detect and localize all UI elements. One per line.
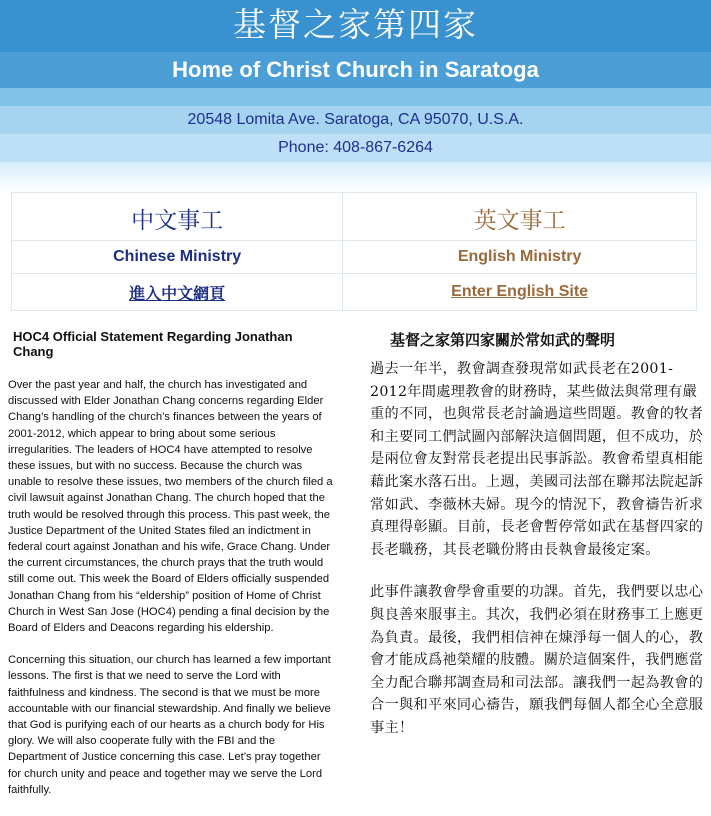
english-statement-paragraph-1: Over the past year and half, the church has investigated and discussed with Elder Jonathan Chang concerns regarding Elder Chang’s handling of the church’s finances between the years of 2001-2012, which appear to bring about some serious irregularities. The leaders of HOC4 have attempted to resolve these issues, but with no success. Because the church was unable to resolve these issues, two members of the church filed a civil lawsuit against Jonathan Chang. The church hoped that the truth would be resolved through this process. This past week, the Justice Department of the United States filed an indictment in federal court against Jonathan and his wife, Grace Chang. Under the current circumstances, the church prays that the truth would still come out. This week the Board of Elders officially suspended Jonathan Chang from his “eldership” position of Home of Christ Church in West San Jose (HOC4) pending a final decision by the Board of Elders and Deacons regarding his eldership. <box>8 379 333 635</box>
header-divider-band <box>0 88 711 106</box>
english-statement <box>8 329 333 814</box>
church-address: 20548 Lomita Ave. Saratoga, CA 95070, U.S.A. <box>0 106 711 134</box>
statements-area <box>0 311 711 816</box>
chinese-site-cell <box>12 274 343 311</box>
english-statement-paragraph-2: Concerning this situation, our church has learned a few important lessons. The first is that we need to serve the Lord with faithfulness and kindness. The second is that we must be more accountable with our financial stewardship. And finally we believe that God is purifying each of our hearts as a church body for His glory. We will also cooperate fully with the FBI and the Department of Justice concerning this case. Let’s pray together for church unity and peace and together may we serve the Lord faithfully. <box>8 654 331 796</box>
chinese-statement-heading: 基督之家第四家關於常如武的聲明 <box>390 331 616 349</box>
site-title-chinese: 基督之家第四家 <box>0 0 711 52</box>
english-ministry-title: 英文事工 <box>343 193 697 241</box>
english-site-cell <box>343 274 697 311</box>
site-header <box>0 0 711 192</box>
enter-english-site-link[interactable]: Enter English Site <box>451 283 589 300</box>
english-ministry-subtitle: English Ministry <box>343 241 697 274</box>
chinese-statement <box>370 329 708 760</box>
chinese-ministry-title: 中文事工 <box>12 193 343 241</box>
header-fade-band <box>0 162 711 192</box>
site-title-english: Home of Christ Church in Saratoga <box>0 52 711 88</box>
english-statement-heading: HOC4 Official Statement Regarding Jonathan Chang <box>13 329 293 359</box>
chinese-statement-paragraph-2: 此事件讓教會學會重要的功課。首先，我們要以忠心與良善來服事主。其次，我們必須在財務事工上應更為負責。最後，我們相信神在煉淨每一個人的心，教會才能成爲祂榮耀的肢體。關於這個案件，我們應當全力配合聯邦調查局和司法部。讓我們一起為教會的合一與和平來同心禱告，願我們每個人都全心全意服事主！ <box>370 584 704 736</box>
enter-chinese-site-link[interactable]: 進入中文網頁 <box>129 285 226 303</box>
chinese-ministry-subtitle: Chinese Ministry <box>12 241 343 274</box>
chinese-statement-paragraph-1: 過去一年半，教會調查發現常如武長老在2001-2012年間處理教會的財務時，某些做法與常理有嚴重的不同，也與常長老討論過這些問題。教會的牧者和主要同工們試圖內部解決這個問題，但不成功，於是兩位會友對常長老提出民事訴訟。教會希望真相能藉此案水落石出。上週，美國司法部在聯邦法院起訴常如武、李薇林夫婦。現今的情況下，教會禱告祈求真理得彰顯。目前，長老會暫停常如武在基督四家的長老職務，其長老職份將由長執會最後定案。 <box>370 361 704 558</box>
ministry-table <box>11 192 697 311</box>
church-phone: Phone: 408-867-6264 <box>0 134 711 162</box>
